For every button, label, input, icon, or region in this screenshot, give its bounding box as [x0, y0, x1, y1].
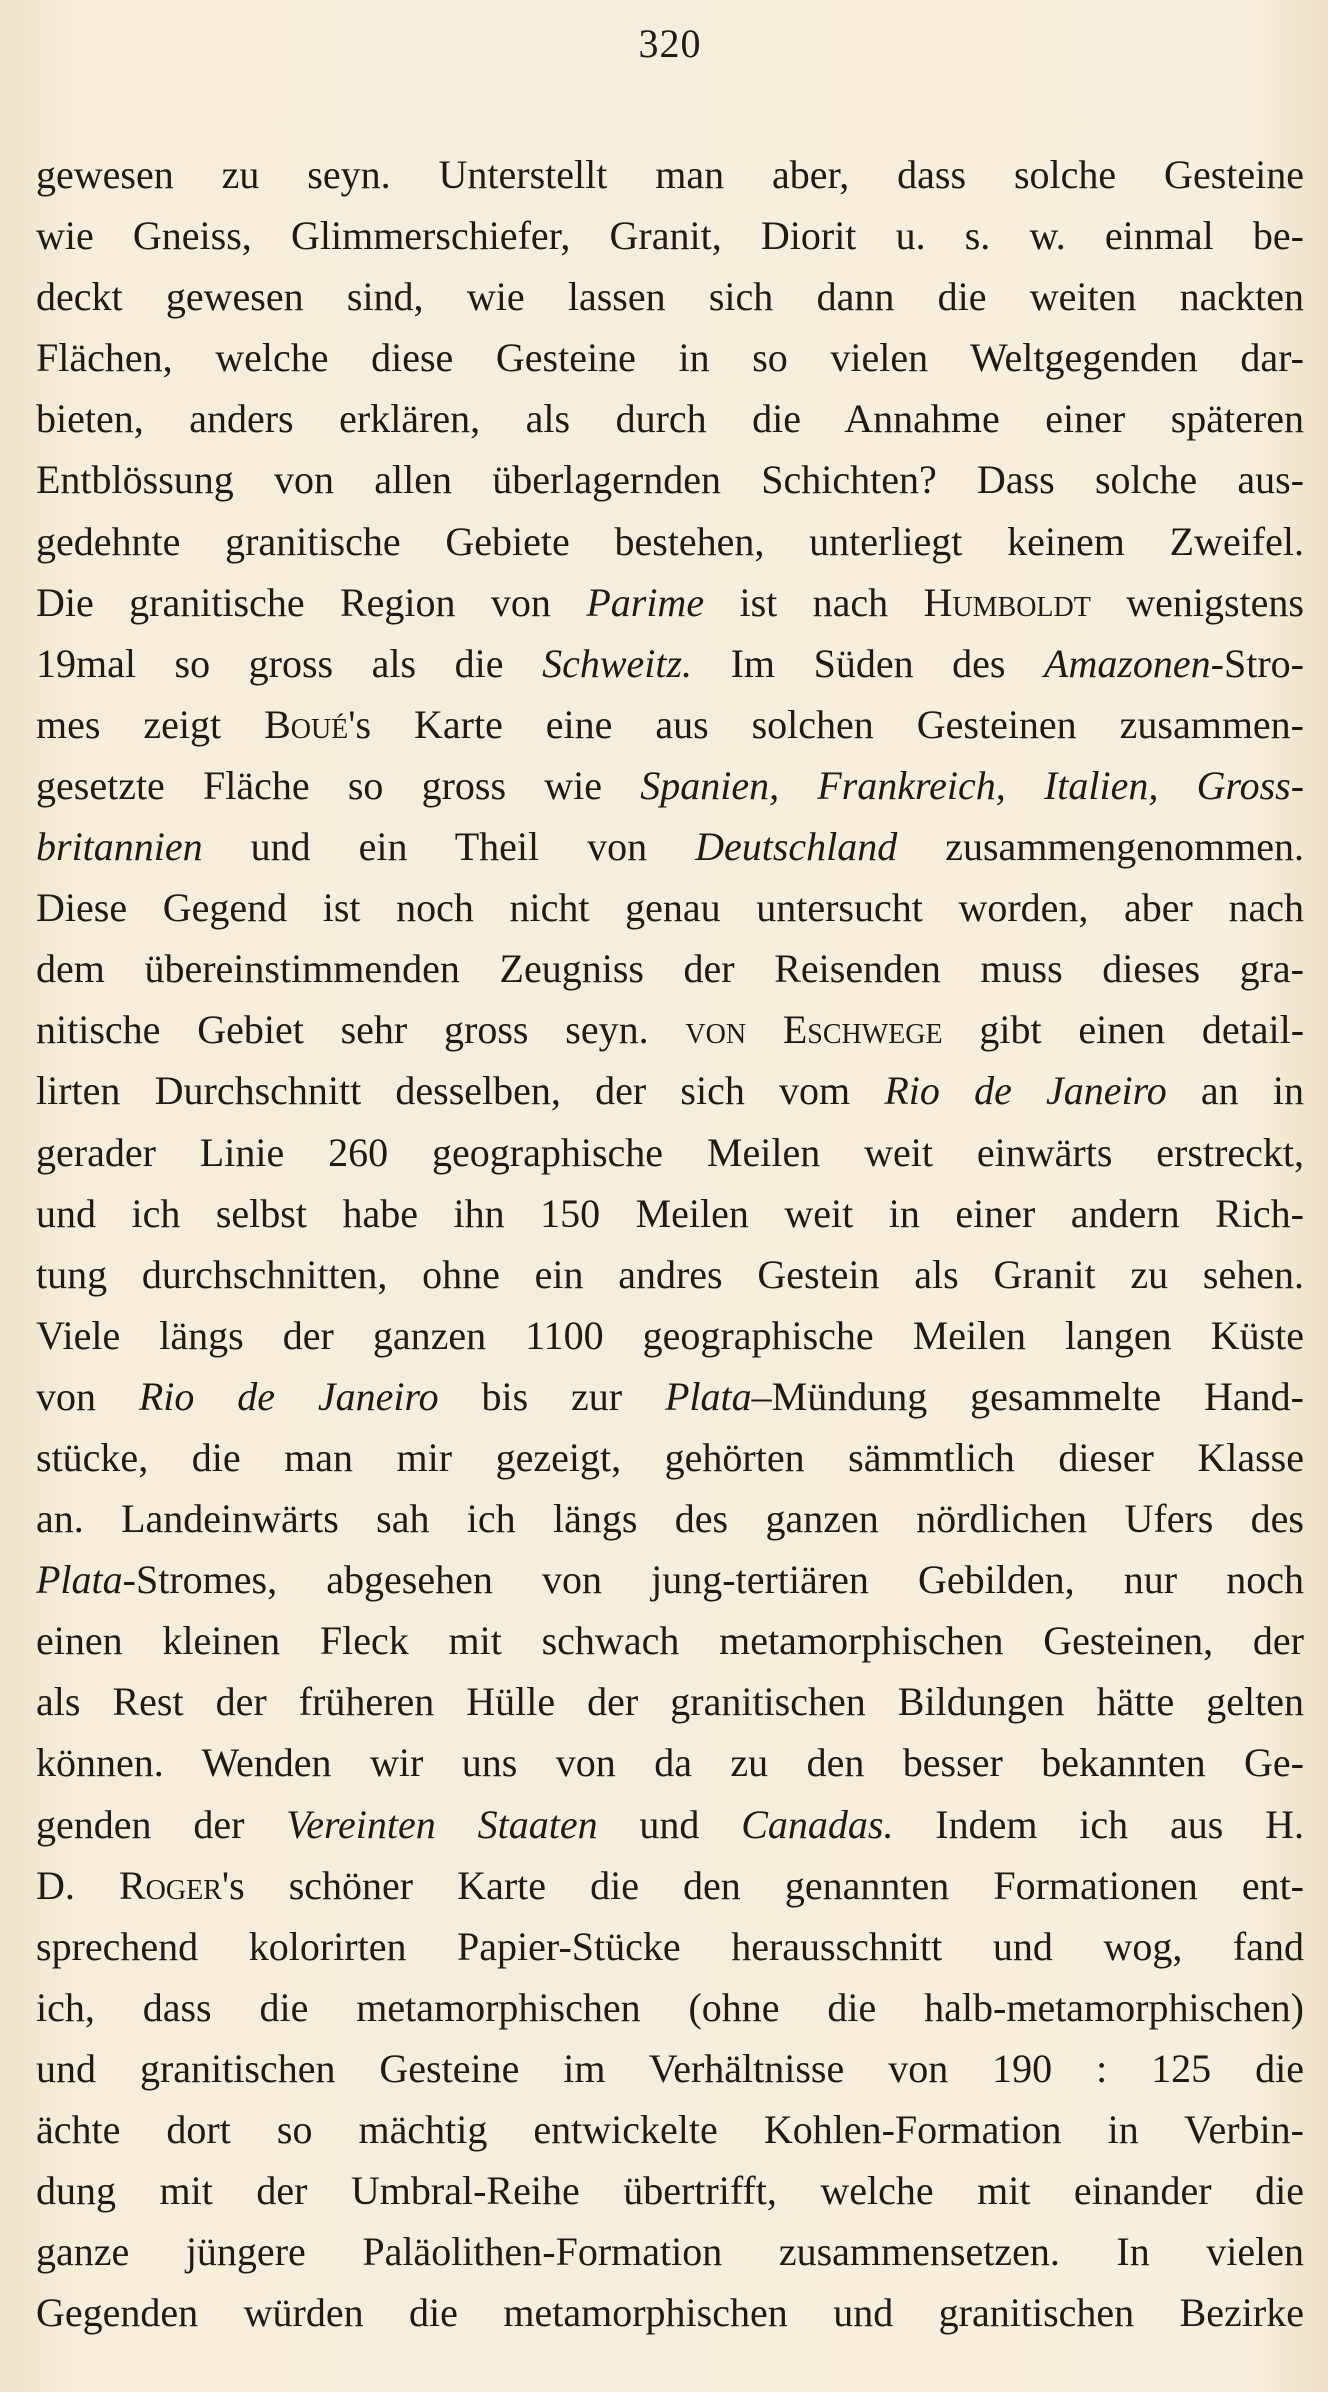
- text-segment: und: [597, 1801, 742, 1847]
- text-segment: nitische Gebiet sehr gross seyn.: [36, 1007, 686, 1053]
- text-line: [36, 694, 1304, 755]
- italic-text: Parime: [586, 579, 705, 625]
- italic-text: Rio de Janeiro: [884, 1068, 1167, 1114]
- text-line: [36, 1549, 1304, 1610]
- text-segment: Flächen, welche diese Gesteine in so vielen Weltgegenden dar-: [36, 335, 1304, 381]
- text-segment: –Mündung gesammelte Hand-: [751, 1373, 1304, 1419]
- text-segment: [1006, 763, 1044, 808]
- text-line: [36, 1977, 1304, 2038]
- text-segment: tung durchschnitten, ohne ein andres Gestein als Granit zu sehen.: [36, 1251, 1304, 1297]
- text-segment: gerader Linie 260 geographische Meilen weit einwärts erstreckt,: [36, 1129, 1304, 1175]
- text-segment: von: [36, 1373, 139, 1419]
- text-segment: dung mit der Umbral-Reihe übertrifft, welche mit einander die: [36, 2168, 1304, 2214]
- text-line: [36, 1427, 1304, 1488]
- text-segment: 's schöner Karte die den genannten Formationen ent-: [221, 1862, 1304, 1908]
- text-line: [36, 1855, 1304, 1916]
- text-segment: ist nach: [704, 579, 924, 625]
- text-line: [36, 877, 1304, 938]
- text-line: [36, 2160, 1304, 2221]
- text-line: [36, 388, 1304, 449]
- text-segment: sprechend kolorirten Papier-Stücke herausschnitt und wog, fand: [36, 1923, 1304, 1969]
- text-line: [36, 1305, 1304, 1366]
- text-segment: gedehnte granitische Gebiete bestehen, unterliegt keinem Zweifel.: [36, 518, 1304, 564]
- text-segment: gesetzte Fläche so gross wie: [36, 762, 641, 808]
- text-line: [36, 1671, 1304, 1732]
- text-line: [36, 755, 1304, 816]
- italic-text: Amazonen: [1044, 640, 1211, 686]
- text-segment: an in: [1166, 1068, 1304, 1114]
- text-segment: D.: [36, 1862, 119, 1908]
- italic-text: Canadas.: [741, 1801, 894, 1847]
- text-segment: bis zur: [438, 1373, 665, 1419]
- italic-text: Schweitz.: [542, 640, 693, 686]
- text-line: [36, 1244, 1304, 1305]
- small-caps-name: von Eschwege: [685, 1007, 943, 1053]
- text-line: [36, 327, 1304, 388]
- body-text: [36, 144, 1304, 2343]
- text-segment: ich, dass die metamorphischen (ohne die halb-metamorphischen): [36, 1984, 1304, 2030]
- text-line: [36, 633, 1304, 694]
- page-number: 320: [638, 21, 702, 66]
- text-segment: -Stro-: [1210, 640, 1304, 686]
- italic-text: Gross-: [1196, 762, 1304, 808]
- italic-text: Plata: [36, 1557, 123, 1603]
- italic-text: Deutschland: [695, 824, 898, 870]
- italic-text: Vereinten Staaten: [286, 1801, 598, 1847]
- text-segment: und ein Theil von: [202, 824, 696, 870]
- text-segment: ganze jüngere Paläolithen-Formation zusammensetzen. In vielen: [36, 2229, 1304, 2275]
- text-line: [36, 572, 1304, 633]
- text-line: [36, 1366, 1304, 1427]
- italic-text: Italien,: [1043, 762, 1159, 808]
- text-line: [36, 1060, 1304, 1121]
- text-line: [36, 449, 1304, 510]
- text-segment: Entblössung von allen überlagernden Schichten? Dass solche aus-: [36, 457, 1304, 503]
- text-line: [36, 1732, 1304, 1793]
- text-segment: können. Wenden wir uns von da zu den besser bekannten Ge-: [36, 1740, 1304, 1786]
- text-line: [36, 511, 1304, 572]
- text-segment: gibt einen detail-: [942, 1007, 1304, 1053]
- text-segment: und ich selbst habe ihn 150 Meilen weit in einer andern Rich-: [36, 1190, 1304, 1236]
- text-segment: Indem ich aus H.: [893, 1801, 1304, 1847]
- text-line: [36, 266, 1304, 327]
- text-segment: Die granitische Region von: [36, 579, 587, 625]
- small-caps-name: Boué: [264, 701, 349, 747]
- text-segment: 19mal so gross als die: [36, 640, 543, 686]
- text-line: [36, 1122, 1304, 1183]
- text-line: [36, 938, 1304, 999]
- italic-text: britannien: [36, 824, 203, 870]
- text-line: [36, 1488, 1304, 1549]
- text-segment: Viele längs der ganzen 1100 geographische Meilen langen Küste: [36, 1312, 1304, 1358]
- small-caps-name: Roger: [118, 1862, 222, 1908]
- text-segment: [779, 763, 817, 808]
- text-segment: ächte dort so mächtig entwickelte Kohlen-Formation in Verbin-: [36, 2107, 1304, 2152]
- italic-text: Frankreich,: [817, 762, 1006, 808]
- text-segment: 's Karte eine aus solchen Gesteinen zusammen-: [348, 701, 1304, 747]
- text-segment: deckt gewesen sind, wie lassen sich dann die weiten nackten: [36, 274, 1304, 320]
- text-segment: an. Landeinwärts sah ich längs des ganzen nördlichen Ufers des: [36, 1496, 1304, 1542]
- text-line: [36, 144, 1304, 205]
- text-line: [36, 2221, 1304, 2282]
- text-segment: [1158, 763, 1196, 808]
- text-line: [36, 205, 1304, 266]
- text-segment: mes zeigt: [36, 701, 265, 747]
- small-caps-name: Humboldt: [923, 579, 1091, 625]
- italic-text: Rio de Janeiro: [138, 1373, 439, 1419]
- italic-text: Plata: [665, 1373, 752, 1419]
- text-segment: gewesen zu seyn. Unterstellt man aber, dass solche Gesteine: [36, 152, 1304, 197]
- text-line: [36, 1916, 1304, 1977]
- text-segment: und granitischen Gesteine im Verhältnisse von 190 : 125 die: [36, 2045, 1304, 2091]
- text-segment: als Rest der früheren Hülle der granitischen Bildungen hätte gelten: [36, 1679, 1304, 1725]
- text-line: [36, 1183, 1304, 1244]
- text-line: [36, 2038, 1304, 2099]
- italic-text: Spanien,: [640, 762, 780, 808]
- text-line: [36, 816, 1304, 877]
- text-segment: zusammengenommen.: [897, 824, 1304, 870]
- text-line: [36, 1610, 1304, 1671]
- text-segment: dem übereinstimmenden Zeugniss der Reisenden muss dieses gra-: [36, 946, 1304, 992]
- text-line: [36, 1794, 1304, 1855]
- text-segment: stücke, die man mir gezeigt, gehörten sämmtlich dieser Klasse: [36, 1434, 1304, 1480]
- text-segment: Gegenden würden die metamorphischen und granitischen Bezirke: [36, 2290, 1304, 2336]
- text-segment: -Stromes, abgesehen von jung-tertiären Gebilden, nur noch: [122, 1557, 1304, 1603]
- text-line: [36, 2099, 1304, 2160]
- text-segment: Diese Gegend ist noch nicht genau untersucht worden, aber nach: [36, 885, 1304, 931]
- text-segment: genden der: [36, 1801, 287, 1847]
- text-segment: einen kleinen Fleck mit schwach metamorphischen Gesteinen, der: [36, 1618, 1304, 1664]
- text-segment: lirten Durchschnitt desselben, der sich vom: [36, 1068, 885, 1114]
- text-line: [36, 999, 1304, 1060]
- text-segment: Im Süden des: [692, 640, 1045, 686]
- text-segment: wie Gneiss, Glimmerschiefer, Granit, Diorit u. s. w. einmal be-: [36, 213, 1304, 259]
- text-segment: bieten, anders erklären, als durch die Annahme einer späteren: [36, 396, 1304, 442]
- text-line: [36, 2282, 1304, 2343]
- text-segment: wenigstens: [1090, 579, 1304, 625]
